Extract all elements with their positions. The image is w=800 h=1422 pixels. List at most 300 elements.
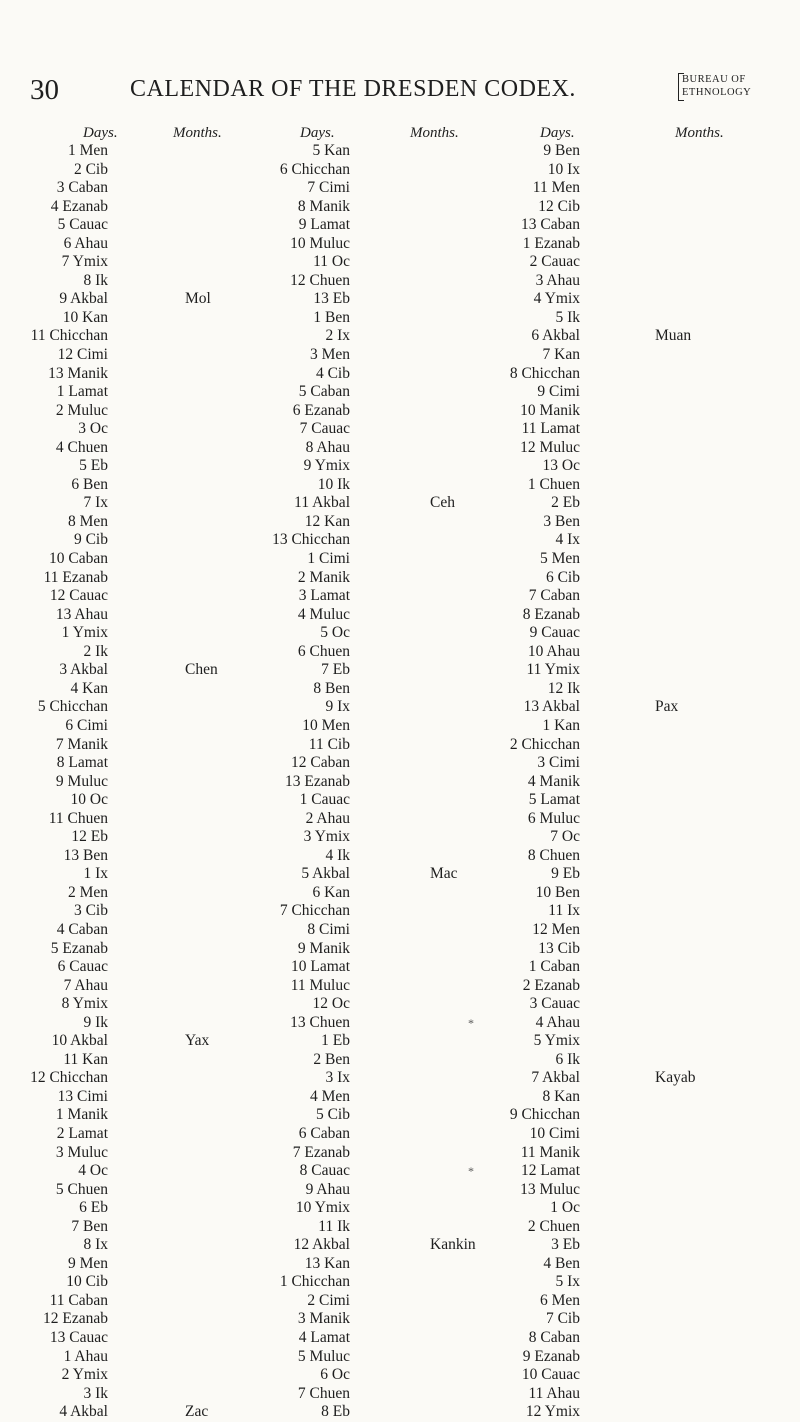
table-row <box>490 754 580 773</box>
table-row <box>30 1106 108 1125</box>
day-cell: 3 Muluc <box>55 1143 108 1161</box>
day-cell: 2 Chicchan <box>509 735 580 753</box>
table-row <box>30 327 108 346</box>
day-cell: 4 Kan <box>70 679 108 697</box>
table-row <box>270 235 350 254</box>
day-cell: 4 Ik <box>325 846 350 864</box>
day-cell: 2 Ik <box>83 642 108 660</box>
table-row <box>270 1273 350 1292</box>
day-cell: 12 Oc <box>312 995 350 1013</box>
table-row <box>30 550 108 569</box>
day-cell: 8 Kan <box>542 1087 580 1105</box>
day-cell: 10 Ik <box>317 475 350 493</box>
table-row <box>490 1310 580 1329</box>
day-cell: 1 Chuen <box>527 475 580 493</box>
table-row <box>490 346 580 365</box>
day-cell: 7 Ezanab <box>292 1143 350 1161</box>
header-months-1: Months. <box>173 125 222 141</box>
table-row <box>490 142 580 161</box>
table-row <box>490 1348 580 1367</box>
table-row <box>30 513 108 532</box>
day-cell: 4 Manik <box>527 772 580 790</box>
day-cell: 5 Ix <box>555 1273 580 1291</box>
day-cell: 13 Ezanab <box>285 772 350 790</box>
table-row <box>30 1181 108 1200</box>
table-row <box>490 569 580 588</box>
day-cell: 8 Ben <box>313 679 350 697</box>
day-cell: 1 Oc <box>550 1199 580 1217</box>
table-row <box>490 1403 580 1422</box>
header-months-2: Months. <box>410 125 459 141</box>
table-row <box>490 1329 580 1348</box>
table-row <box>30 1236 108 1255</box>
table-row <box>30 717 108 736</box>
table-row <box>30 346 108 365</box>
table-row <box>490 1273 580 1292</box>
day-cell: 2 Manik <box>297 568 350 586</box>
day-cell: 12 Cib <box>538 197 580 215</box>
day-cell: 9 Ik <box>83 1013 108 1031</box>
day-cell: 3 Lamat <box>298 587 350 605</box>
table-row <box>270 476 350 495</box>
table-row <box>270 1069 350 1088</box>
table-row <box>30 958 108 977</box>
table-row <box>270 550 350 569</box>
day-cell: 4 Ahau <box>535 1013 580 1031</box>
table-row <box>490 420 580 439</box>
day-cell: 9 Ahau <box>305 1180 350 1198</box>
table-row <box>490 1106 580 1125</box>
day-cell: 7 Cib <box>545 1310 580 1328</box>
table-row <box>30 290 211 309</box>
day-cell: 13 Ahau <box>55 605 108 623</box>
table-row <box>490 1236 580 1255</box>
day-cell: 7 Ymix <box>61 253 108 271</box>
table-row <box>270 457 350 476</box>
table-row <box>30 847 108 866</box>
day-cell: 5 Cauac <box>57 216 108 234</box>
day-cell: 4 Ben <box>543 1254 580 1272</box>
table-row <box>490 1199 580 1218</box>
day-cell: 7 Manik <box>55 735 108 753</box>
table-row <box>30 1199 108 1218</box>
day-cell: 6 Cauac <box>57 958 108 976</box>
day-cell: 2 Eb <box>551 494 580 512</box>
day-cell: 6 Cimi <box>65 716 108 734</box>
table-row <box>270 1385 350 1404</box>
day-cell: 11 Ymix <box>526 661 580 679</box>
day-cell: 13 Caban <box>521 216 580 234</box>
day-cell: 4 Men <box>309 1087 350 1105</box>
table-row <box>30 1069 108 1088</box>
table-row <box>270 1292 350 1311</box>
asterisk-mark: * <box>468 1164 474 1179</box>
table-row <box>490 977 580 996</box>
table-row <box>30 995 108 1014</box>
day-cell: 6 Eb <box>79 1199 108 1217</box>
day-cell: 5 Caban <box>298 383 350 401</box>
table-row <box>270 1199 350 1218</box>
day-cell: 10 Cauac <box>521 1366 580 1384</box>
table-row <box>490 253 580 272</box>
table-row <box>30 1366 108 1385</box>
table-row <box>30 1292 108 1311</box>
publisher-bracket <box>678 73 778 101</box>
day-cell: 11 Ezanab <box>43 568 108 586</box>
table-row <box>270 958 350 977</box>
day-cell: 11 Manik <box>520 1143 580 1161</box>
table-row <box>490 828 580 847</box>
day-cell: 1 Cimi <box>307 550 350 568</box>
day-cell: 3 Akbal <box>59 661 108 679</box>
table-row <box>30 1385 108 1404</box>
calendar-column-3 <box>468 142 696 1422</box>
day-cell: 8 Ik <box>83 271 108 289</box>
table-row <box>30 216 108 235</box>
table-row <box>270 643 350 662</box>
month-cell: Zac <box>185 1403 209 1421</box>
table-row <box>490 1366 580 1385</box>
day-cell: 4 Cib <box>315 364 350 382</box>
day-cell: 8 Lamat <box>56 754 108 772</box>
table-row <box>270 161 350 180</box>
day-cell: 7 Akbal <box>531 1069 580 1087</box>
day-cell: 3 Ymix <box>303 828 350 846</box>
day-cell: 1 Ezanab <box>522 234 580 252</box>
table-row <box>490 494 580 513</box>
day-cell: 6 Chuen <box>297 642 350 660</box>
table-row <box>30 1310 108 1329</box>
table-row <box>468 1162 580 1181</box>
day-cell: 12 Men <box>532 920 580 938</box>
table-row <box>490 847 580 866</box>
day-cell: 3 Cib <box>73 902 108 920</box>
table-row <box>270 717 350 736</box>
table-row <box>30 1403 209 1422</box>
day-cell: 10 Kan <box>62 308 108 326</box>
table-row <box>490 884 580 903</box>
table-row <box>30 661 218 680</box>
table-row <box>270 272 350 291</box>
table-row <box>30 754 108 773</box>
table-row <box>270 587 350 606</box>
table-row <box>270 698 350 717</box>
day-cell: 1 Kan <box>542 716 580 734</box>
table-row <box>490 513 580 532</box>
table-row <box>270 1218 350 1237</box>
table-row <box>270 680 350 699</box>
table-row <box>30 1144 108 1163</box>
table-row <box>270 365 350 384</box>
table-row <box>490 661 580 680</box>
day-cell: 7 Caban <box>528 587 580 605</box>
day-cell: 13 Eb <box>313 290 350 308</box>
day-cell: 10 Muluc <box>290 234 350 252</box>
table-row <box>270 346 350 365</box>
day-cell: 10 Cib <box>66 1273 108 1291</box>
table-row <box>490 921 580 940</box>
day-cell: 1 Ben <box>313 308 350 326</box>
table-row <box>270 494 455 513</box>
calendar-column-2 <box>270 142 476 1422</box>
table-row <box>270 420 350 439</box>
day-cell: 4 Chuen <box>55 438 108 456</box>
day-cell: 13 Cauac <box>49 1329 108 1346</box>
day-cell: 3 Ben <box>543 512 580 530</box>
table-row <box>490 1032 580 1051</box>
table-row <box>30 198 108 217</box>
day-cell: 11 Oc <box>313 253 350 271</box>
table-row <box>30 272 108 291</box>
table-row <box>490 179 580 198</box>
table-row <box>30 680 108 699</box>
day-cell: 12 Akbal <box>293 1236 350 1254</box>
header-days-2: Days. <box>300 125 335 141</box>
table-row <box>270 569 350 588</box>
table-row <box>270 1032 350 1051</box>
day-cell: 12 Chuen <box>290 271 350 289</box>
table-row <box>270 921 350 940</box>
day-cell: 1 Manik <box>55 1106 108 1124</box>
table-row <box>490 216 580 235</box>
day-cell: 9 Ezanab <box>522 1347 580 1365</box>
table-row <box>490 643 580 662</box>
day-cell: 12 Ik <box>547 679 580 697</box>
day-cell: 9 Manik <box>297 939 350 957</box>
day-cell: 1 Men <box>67 142 108 159</box>
table-row <box>270 624 350 643</box>
day-cell: 6 Oc <box>320 1366 350 1384</box>
table-row <box>30 494 108 513</box>
day-cell: 9 Cimi <box>537 383 580 401</box>
asterisk-mark: * <box>468 1015 474 1030</box>
table-row <box>30 1032 210 1051</box>
table-row <box>490 309 580 328</box>
table-row <box>468 1013 580 1033</box>
day-cell: 9 Lamat <box>298 216 350 234</box>
day-cell: 3 Ix <box>325 1069 350 1087</box>
day-cell: 1 Eb <box>321 1032 350 1050</box>
day-cell: 10 Ahau <box>527 642 580 660</box>
table-row <box>490 327 692 346</box>
day-cell: 13 Cimi <box>57 1087 108 1105</box>
table-row <box>270 1310 350 1329</box>
day-cell: 10 Manik <box>520 401 580 419</box>
day-cell: 10 Ix <box>547 160 580 178</box>
day-cell: 2 Cimi <box>307 1291 350 1309</box>
day-cell: 7 Chuen <box>297 1384 350 1402</box>
table-row <box>30 1014 108 1033</box>
page-number: 30 <box>30 74 59 106</box>
table-row <box>270 142 350 161</box>
table-row <box>490 161 580 180</box>
table-row <box>270 1348 350 1367</box>
day-cell: 7 Chicchan <box>279 902 350 920</box>
table-row <box>30 1273 108 1292</box>
day-cell: 11 Akbal <box>294 494 350 512</box>
table-row <box>30 309 108 328</box>
table-row <box>270 1236 476 1255</box>
day-cell: 8 Ix <box>83 1236 108 1254</box>
day-cell: 3 Oc <box>78 420 108 438</box>
day-cell: 6 Caban <box>298 1124 350 1142</box>
table-row <box>30 624 108 643</box>
table-row <box>30 921 108 940</box>
day-cell: 10 Men <box>302 716 350 734</box>
day-cell: 1 Cauac <box>299 791 350 809</box>
day-cell: 12 Eb <box>71 828 108 846</box>
table-row <box>270 1051 350 1070</box>
day-cell: 13 Kan <box>304 1254 350 1272</box>
table-row <box>30 828 108 847</box>
day-cell: 10 Caban <box>49 550 108 568</box>
day-cell: 3 Eb <box>551 1236 580 1254</box>
table-row <box>30 1218 108 1237</box>
day-cell: 2 Ix <box>325 327 350 345</box>
table-row <box>30 865 108 884</box>
day-cell: 12 Lamat <box>521 1162 580 1180</box>
day-cell: 11 Chicchan <box>30 327 108 345</box>
table-row <box>270 1014 350 1033</box>
day-cell: 2 Cauac <box>529 253 580 271</box>
table-row <box>30 587 108 606</box>
table-row <box>490 606 580 625</box>
table-row <box>270 810 350 829</box>
table-row <box>30 1088 108 1107</box>
table-row <box>270 1125 350 1144</box>
day-cell: 5 Oc <box>320 624 350 642</box>
day-cell: 9 Akbal <box>59 290 108 308</box>
table-row <box>490 1181 580 1200</box>
table-row <box>270 791 350 810</box>
day-cell: 8 Cimi <box>307 920 350 938</box>
table-row <box>30 773 108 792</box>
table-row <box>30 531 108 550</box>
table-row <box>490 1125 580 1144</box>
table-row <box>270 736 350 755</box>
table-row <box>270 1329 350 1348</box>
table-row <box>270 865 458 884</box>
day-cell: 10 Ymix <box>295 1199 350 1217</box>
day-cell: 5 Muluc <box>297 1347 350 1365</box>
day-cell: 4 Ymix <box>533 290 580 308</box>
day-cell: 3 Manik <box>297 1310 350 1328</box>
calendar-column-1 <box>30 142 218 1422</box>
day-cell: 2 Muluc <box>55 401 108 419</box>
day-cell: 2 Men <box>67 883 108 901</box>
table-row <box>30 1162 108 1181</box>
header-days-1: Days. <box>83 125 118 141</box>
day-cell: 2 Ahau <box>305 809 350 827</box>
day-cell: 6 Cib <box>545 568 580 586</box>
day-cell: 10 Cimi <box>529 1124 580 1142</box>
day-cell: 6 Kan <box>312 883 350 901</box>
day-cell: 12 Kan <box>304 512 350 530</box>
table-row <box>30 402 108 421</box>
day-cell: 3 Cauac <box>529 995 580 1013</box>
day-cell: 1 Ahau <box>63 1347 108 1365</box>
day-cell: 6 Ben <box>71 475 108 493</box>
table-row <box>270 1403 350 1422</box>
table-row <box>30 383 108 402</box>
table-row <box>490 402 580 421</box>
table-row <box>270 1088 350 1107</box>
table-row <box>490 995 580 1014</box>
table-row <box>30 977 108 996</box>
day-cell: 7 Eb <box>321 661 350 679</box>
table-row <box>490 235 580 254</box>
day-cell: 13 Manik <box>48 364 108 382</box>
table-row <box>490 1069 696 1088</box>
table-row <box>270 1181 350 1200</box>
table-row <box>490 810 580 829</box>
table-row <box>30 476 108 495</box>
day-cell: 9 Ymix <box>303 457 350 475</box>
day-cell: 5 Lamat <box>528 791 580 809</box>
table-row <box>490 1051 580 1070</box>
table-row <box>270 439 350 458</box>
day-cell: 9 Eb <box>551 865 580 883</box>
table-row <box>270 383 350 402</box>
day-cell: 1 Ymix <box>61 624 108 642</box>
table-row <box>490 476 580 495</box>
table-row <box>270 995 350 1014</box>
day-cell: 7 Ben <box>71 1217 108 1235</box>
table-row <box>30 365 108 384</box>
table-row <box>270 754 350 773</box>
table-row <box>30 569 108 588</box>
table-row <box>30 643 108 662</box>
day-cell: 13 Muluc <box>520 1180 580 1198</box>
day-cell: 5 Men <box>539 550 580 568</box>
table-row <box>490 1292 580 1311</box>
day-cell: 6 Ahau <box>63 234 108 252</box>
day-cell: 6 Men <box>539 1291 580 1309</box>
day-cell: 12 Muluc <box>520 438 580 456</box>
table-row <box>270 940 350 959</box>
table-row <box>30 142 108 161</box>
day-cell: 6 Akbal <box>531 327 580 345</box>
table-row <box>30 791 108 810</box>
day-cell: 2 Cib <box>73 160 108 178</box>
table-row <box>270 402 350 421</box>
table-row <box>490 272 580 291</box>
table-row <box>270 513 350 532</box>
day-cell: 11 Cib <box>308 735 350 753</box>
table-row <box>490 773 580 792</box>
table-row <box>30 698 108 717</box>
table-row <box>30 902 108 921</box>
table-row <box>270 1255 350 1274</box>
day-cell: 1 Caban <box>528 958 580 976</box>
day-cell: 5 Kan <box>312 142 350 159</box>
table-row <box>490 624 580 643</box>
table-row <box>30 1051 108 1070</box>
table-row <box>490 717 580 736</box>
table-row <box>490 365 580 384</box>
day-cell: 5 Akbal <box>301 865 350 883</box>
day-cell: 6 Ezanab <box>292 401 350 419</box>
table-row <box>30 420 108 439</box>
table-row <box>30 1125 108 1144</box>
day-cell: 8 Manik <box>297 197 350 215</box>
month-cell: Pax <box>655 698 679 716</box>
day-cell: 13 Oc <box>542 457 580 475</box>
day-cell: 11 Ix <box>548 902 580 920</box>
table-row <box>490 457 580 476</box>
day-cell: 5 Chicchan <box>37 698 108 716</box>
day-cell: 7 Oc <box>550 828 580 846</box>
